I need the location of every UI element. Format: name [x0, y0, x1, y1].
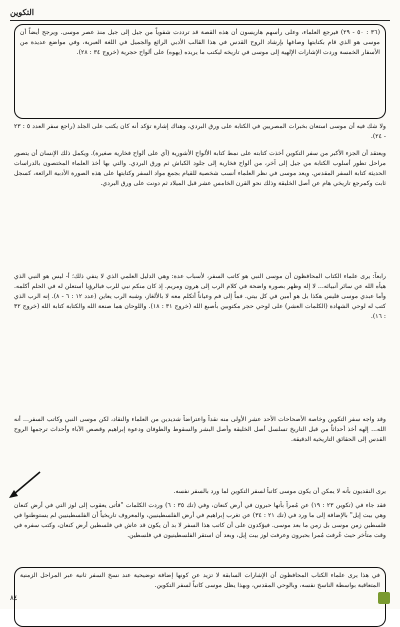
chapter-title: التكوين: [10, 7, 34, 17]
highlighted-paragraph-top: [14, 24, 386, 119]
paragraph: [14, 122, 386, 147]
paragraph: [14, 415, 386, 485]
paragraph-text: وقد واجه سفر التكوين وخاصة الأصحاحات الأحد عشر الأولى منه نقداً واعتراضاً شديدين من العلماء والنقاد، لكن موسى النبي وكاتب السفر... أنه الله... إلهه أخذ أحداثاً من قبل التاريخ تسلسل أصل الخليقة وأصل البشر والسقوط والطوفان ودعوة إبراهيم وقصص الآباء وأحداث ترجمها الروح القدس إلى الحقائق التاريخية الدقيقة.: [14, 416, 386, 444]
ornament-icon: [378, 592, 390, 604]
page-footer: [10, 591, 390, 605]
paragraph: في هذا يرى علماء الكتاب المحافظون أن الإشارات السابقة لا تزيد عن كونها إضافة توضيحية عند نسخ السفر ثانية عبر المراحل الزمنية المتعاقبة بواسطة الناسخ نفسه، وبالوحي المقدس، وبهذا يظل موسى كاتباً لسفر التكوين.: [20, 572, 380, 590]
paragraph-text: ويعتقد أن الجزء الأكبر من سفر التكوين أخذت كتابته على نمط كتابة الألواح الأشورية (أي على ألواح فخارية صغيرة). ويكمل ذلك الإنسان أن يتصور مراحل تطور أسلوب الكتابة من جيل إلى آخر، من ألواح فخارية إلى جلود الكباش ثم ورق البردي. والتي بها أخذ العلماء المختصون بالدراسات الحديثة كتابة السفر المقدس. ويعد موسى في نظر العلماء أنسب شخصية للقيام بجمع مواد السفر وكتابتها على هذه الصورة الأدبية الرائعة، كسجل ثابت وكمرجع تاريخي هام عن أصل الخليقة وذلك نحو القرن الخامس عشر قبل الميلاد ثم دونت على ورق البردي.: [14, 150, 386, 188]
running-header: [10, 4, 390, 20]
paragraph: (٣٦ : ٥٠ - ٢٩) فيرجع العلماء، وعلى رأسهم هاريسون أن هذه القصة قد ترددت شفوياً من جيل إلى جيل منذ عصر موسى. ويرجح أيضاً أن موسى هو الذي قام بكتابتها وصاغها بإرشاد الروح القدس في هذا القالب الأدبي الرائع والجميل في اللغة العبرية، وفي مواضع عديدة من الأسفار الخمسة وردت الإشارات الإلهية إلى موسى في تاريخه ليكتب ما يريده (يهوه) على ألواح حجرية (خروج ٣٤ : ٢٨).: [20, 29, 380, 57]
paragraph-text: رابعاً: يرى علماء الكتاب المحافظون أن موسى النبي هو كاتب السفر، لأسباب عدة: وهي الدليل العلمي الذي لا ينفي ذلك؛ أ- ليس هو النبي الذي هيأه الله عن سائر أنبيائه... لا إله وظهر بصورة واضحة في كلام الرب إلى هرون ومريم. إذ كان منكم نبي للرب فبالرؤيا أستعلن له في الحلم أكلمه. وأما عبدي موسى فليس هكذا بل هو أمين في كل بيتي. فماً إلى فم وعياناً أتكلم معه لا بالألغاز، وشبه الرب يعاين (عدد ١٢ : ٦ - ٨). إنه الرب الذي كتب له لوحي الشهادة (الكلمات العشر) على لوحي حجر مكتوبين بأصبع الله (خروج ٣١ : ١٨). واللوحان هما صنعة الله والكتابة كتابة الله (خروج ٣٢ : ١٦).: [14, 273, 386, 321]
page-number: ٨٤: [10, 594, 18, 602]
paragraph: [14, 149, 386, 270]
paragraph: [14, 272, 386, 413]
paragraph-text: ولا شك فيه أن موسى استعان بخبرات المصريين في الكتابة على ورق البردي، وهناك إشارة تؤكد أنه كان يكتب على الجلد (راجع سفر العدد ٥ : ٢٣ - ٢٤).: [14, 123, 386, 141]
page-body: [14, 24, 386, 589]
paragraph-text: يرى النقديون بأنه لا يمكن أن يكون موسى كاتباً لسفر التكوين لما ورد بالسفر نفسه.: [173, 488, 386, 495]
paragraph-text: فقد جاء في (تكوين ٢٣ : ١٩) عن مُمراً بأنها حبرون في أرض كنعان، وفي (تك ٣٥ : ٦) وردت الكلمات "فأتى يعقوب إلى لوز التي في أرض كنعان وهي بيت إيل" بالإضافة إلى ما ورد في (تك ٢١ : ٣٤) عن تغرب إبراهيم في أرض الفلسطينيين، والمعروف تاريخياً أن الفلسطينيين لم يستوطنوا في فلسطين زمن موسى بل زمن ما بعد موسى. فيؤكدون على أن كاتب هذا السفر لا بد أن يكون قد عاش في فلسطين أرض كنعان، وكتب سفره في وقت متأخر حيث عُرفت مُمرا بحبرون وعرفت لوز بيت إيل، وبعد أن استقر الفلسطينيون في فلسطين.: [14, 502, 386, 540]
paragraph: [14, 501, 386, 563]
header-rule: [10, 20, 390, 21]
highlighted-sentence: [14, 487, 386, 499]
arrow-icon: [6, 470, 42, 500]
